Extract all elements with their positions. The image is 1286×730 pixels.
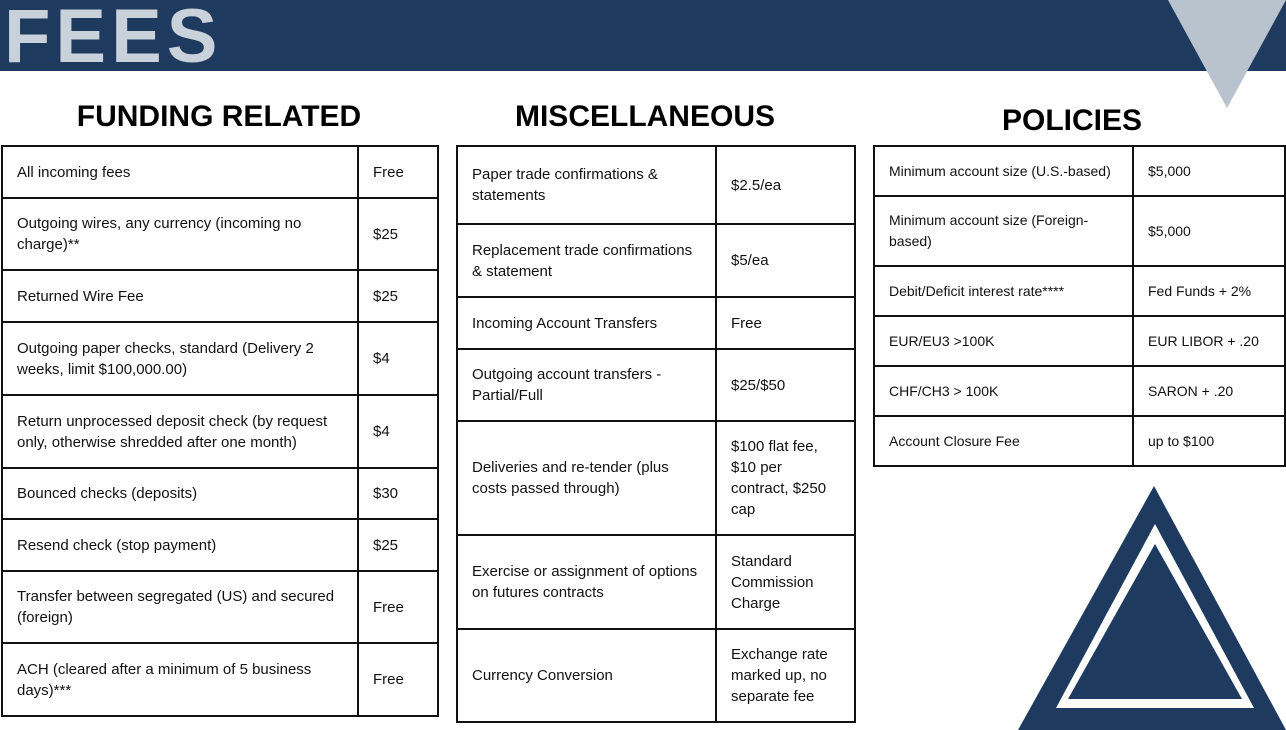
table-row [2,468,438,519]
fee-value: Fed Funds + 2% [1133,266,1285,316]
fee-label: Bounced checks (deposits) [2,468,358,519]
fee-value: $5,000 [1133,146,1285,196]
fee-value: $5/ea [716,224,855,297]
table-row [457,146,855,224]
page-title: FEES [4,0,223,79]
table-row [874,316,1285,366]
fee-value: $25 [358,519,438,571]
table-row [2,146,438,198]
fee-label: All incoming fees [2,146,358,198]
fee-value: $5,000 [1133,196,1285,266]
fee-label: Return unprocessed deposit check (by request only, otherwise shredded after one month) [2,395,358,468]
table-row [874,266,1285,316]
fee-label: Minimum account size (U.S.-based) [874,146,1133,196]
table-row [874,416,1285,466]
section-title-policies: POLICIES [1001,104,1143,137]
fee-value: $30 [358,468,438,519]
fee-value: SARON + .20 [1133,366,1285,416]
fee-label: Account Closure Fee [874,416,1133,466]
fee-label: Minimum account size (Foreign-based) [874,196,1133,266]
table-row [457,629,855,722]
triangle-logo-icon [1016,486,1286,730]
fee-label: Outgoing account transfers - Partial/Full [457,349,716,421]
table-row [2,270,438,322]
table-row [457,224,855,297]
fee-value: $25/$50 [716,349,855,421]
fee-label: Deliveries and re-tender (plus costs passed through) [457,421,716,535]
policies-table [873,145,1286,467]
fee-label: Resend check (stop payment) [2,519,358,571]
table-row [457,421,855,535]
table-row [2,198,438,270]
fee-label: Debit/Deficit interest rate**** [874,266,1133,316]
fee-value: $4 [358,322,438,395]
fee-value: Free [358,146,438,198]
fee-label: Replacement trade confirmations & statement [457,224,716,297]
fee-value: $25 [358,270,438,322]
misc-table [456,145,856,723]
fee-label: Incoming Account Transfers [457,297,716,349]
table-row [2,322,438,395]
section-title-funding: FUNDING RELATED [76,100,362,133]
table-row [874,146,1285,196]
fee-value: $2.5/ea [716,146,855,224]
fee-label: CHF/CH3 > 100K [874,366,1133,416]
table-row [2,571,438,643]
fee-value: $4 [358,395,438,468]
fee-value: Free [358,643,438,716]
fee-label: Outgoing wires, any currency (incoming no charge)** [2,198,358,270]
fee-label: Transfer between segregated (US) and secured (foreign) [2,571,358,643]
table-row [2,519,438,571]
fee-value: EUR LIBOR + .20 [1133,316,1285,366]
fee-value: Free [358,571,438,643]
fee-value: Standard Commission Charge [716,535,855,629]
fee-label: Exercise or assignment of options on futures contracts [457,535,716,629]
header-banner [0,0,1286,79]
fee-label: Currency Conversion [457,629,716,722]
fee-label: EUR/EU3 >100K [874,316,1133,366]
table-row [874,366,1285,416]
fee-value: Exchange rate marked up, no separate fee [716,629,855,722]
table-row [2,395,438,468]
fee-label: Outgoing paper checks, standard (Delivery 2 weeks, limit $100,000.00) [2,322,358,395]
fee-value: Free [716,297,855,349]
fee-value: up to $100 [1133,416,1285,466]
funding-table [1,145,439,717]
fee-label: Returned Wire Fee [2,270,358,322]
fee-value: $100 flat fee, $10 per contract, $250 cap [716,421,855,535]
table-row [457,349,855,421]
corner-triangle-icon [1168,0,1286,110]
table-row [2,643,438,716]
fee-label: Paper trade confirmations & statements [457,146,716,224]
table-row [874,196,1285,266]
fee-value: $25 [358,198,438,270]
table-row [457,535,855,629]
fee-label: ACH (cleared after a minimum of 5 business days)*** [2,643,358,716]
section-title-misc: MISCELLANEOUS [514,100,775,133]
table-row [457,297,855,349]
